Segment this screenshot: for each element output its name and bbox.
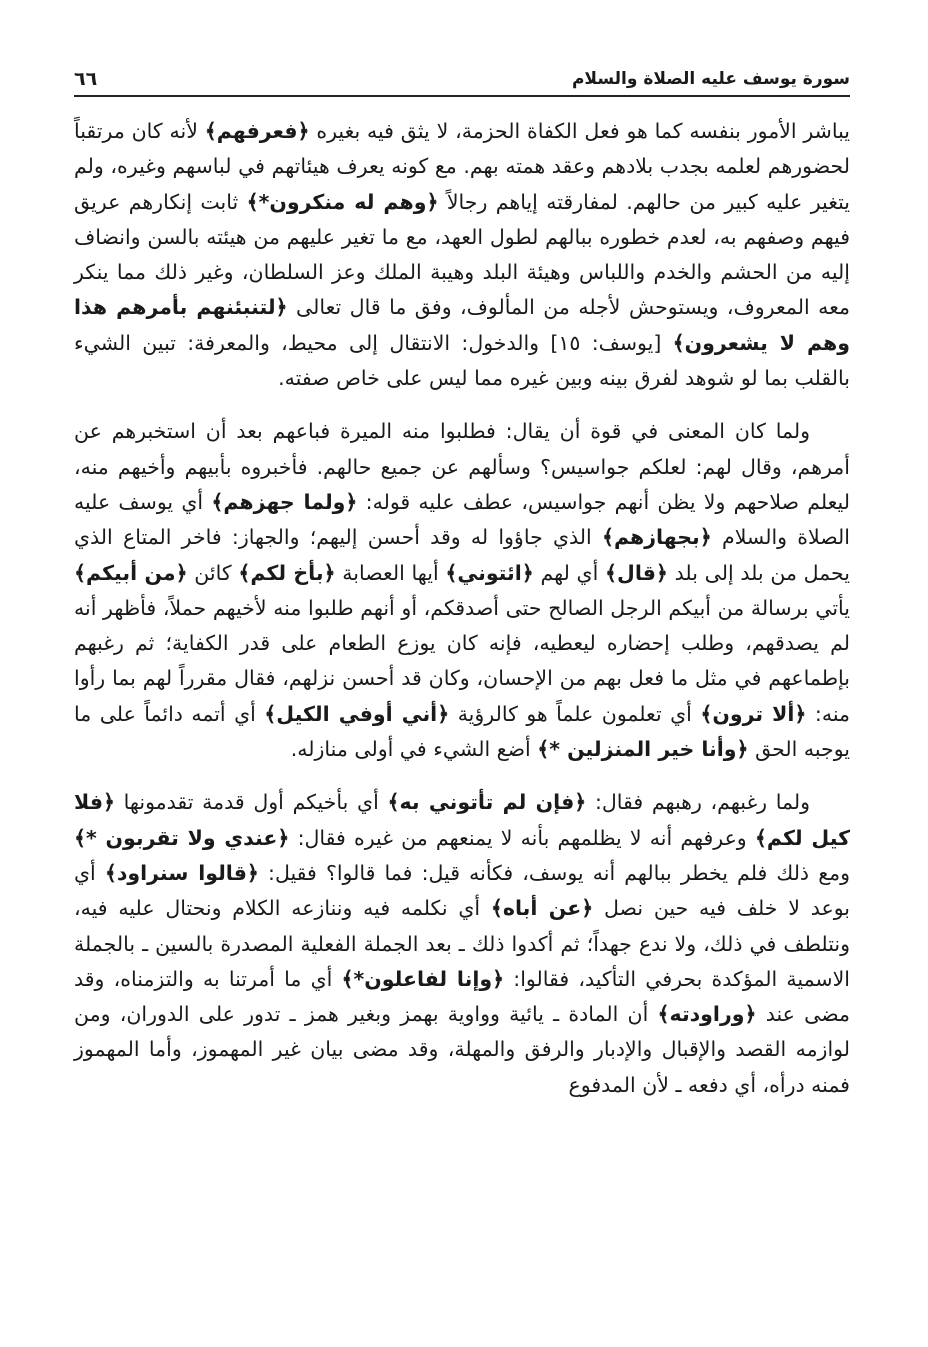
commentary-text: أي بوعد لا خلف فيه حين نصل bbox=[74, 860, 851, 921]
page-number: ٦٦ bbox=[74, 68, 98, 90]
commentary-text: ولما رغبهم، رهبهم فقال: bbox=[586, 790, 810, 815]
quran-verse: ﴿بجهازهم﴾ bbox=[601, 525, 712, 550]
paragraph-3 bbox=[74, 785, 850, 1103]
quran-verse: ﴿أني أوفي الكيل﴾ bbox=[264, 701, 450, 726]
commentary-text: أيها العصابة bbox=[335, 560, 446, 585]
commentary-text: أضع الشيء في أولى منازله. bbox=[290, 737, 538, 762]
quran-verse: ﴿ائتوني﴾ bbox=[445, 560, 534, 585]
quran-verse: ﴿فعرفهم﴾ bbox=[204, 119, 310, 143]
quran-verse: ﴿فلا كيل لكم﴾ bbox=[74, 790, 850, 850]
paragraph-2 bbox=[74, 414, 850, 767]
body-text bbox=[74, 114, 850, 1103]
commentary-text: أي أتمه دائماً على ما يوجبه الحق bbox=[74, 701, 850, 762]
commentary-text: وعرفهم أنه لا يظلمهم بأنه لا يمنعهم من غيره فقال: bbox=[289, 825, 755, 850]
quran-citation: ﴿وراودته﴾ bbox=[657, 1002, 757, 1027]
commentary-text: أن المادة ـ يائية وواوية بهمز وبغير همز ـ تدور على الدوران، ومن لوازمه القصد والإقبال والإدبار والرفق والمهلة، وقد مضى بيان غير المهموز، وأما المهموز فمنه درأه، أي دفعه ـ لأن المدفوع bbox=[74, 1002, 850, 1097]
commentary-text: لأنه كان مرتقباً لحضورهم لعلمه بجدب بلادهم وعقد همته بهم. مع كونه يعرف هيئاتهم في لباسهم وغيره، ولم يتغير عليه كبير من حالهم. لمفارقته إياهم رجالاً bbox=[74, 119, 850, 214]
quran-verse: ﴿وأنا خير المنزلين *﴾ bbox=[537, 737, 749, 762]
page-header bbox=[74, 58, 850, 92]
quran-verse: ﴿عن أباه﴾ bbox=[490, 896, 594, 921]
commentary-text: الذي جاؤوا له وقد أحسن إليهم؛ والجهاز: فاخر المتاع الذي يحمل من بلد إلى بلد bbox=[74, 525, 850, 585]
quran-verse: ﴿قال﴾ bbox=[605, 560, 668, 585]
commentary-text: أي نكلمه فيه وننازعه الكلام ونحتال عليه فيه، ونتلطف في ذلك، ولا ندع جهداً؛ ثم أكدوا ذلك ـ بعد الجملة الفعلية المصدرة بالسين ـ بالجملة الاسمية المؤكدة بحرفي التأكيد، فقالوا: bbox=[74, 896, 850, 991]
header-divider bbox=[74, 95, 850, 97]
commentary-text: أي ما أمرتنا به والتزمناه، وقد مضى عند bbox=[74, 966, 850, 1027]
commentary-text: ومع ذلك فلم يخطر ببالهم أنه يوسف، فكأنه قيل: فما قالوا؟ فقيل: bbox=[258, 860, 850, 885]
quran-verse: ﴿ألا ترون﴾ bbox=[700, 701, 807, 726]
quran-verse: ﴿ولما جهزهم﴾ bbox=[211, 489, 358, 514]
commentary-text: أي بأخيكم أول قدمة تقدمونها bbox=[115, 790, 388, 815]
quran-citation: ﴿لتنبئنهم بأمرهم هذا وهم لا يشعرون﴾ bbox=[74, 295, 850, 355]
commentary-text: ثابت إنكارهم عريق فيهم وصفهم به، لعدم خطوره ببالهم لطول العهد، مع ما تغير عليهم من هيئته بالسن وانضاف إليه من الحشم والخدم واللباس وهيئة البلد وهيبة الملك وعز السلطان، وغير ذلك مما ينكر معه المعروف، ويستوحش لأجله من المألوف، وفق ما قال تعالى bbox=[74, 189, 850, 320]
commentary-text: أي يوسف عليه الصلاة والسلام bbox=[74, 489, 850, 550]
running-title: سورة يوسف عليه الصلاة والسلام bbox=[571, 69, 850, 89]
quran-verse: ﴿من أبيكم﴾ bbox=[74, 560, 188, 585]
commentary-text: كائن bbox=[187, 560, 239, 585]
paragraph-1 bbox=[74, 114, 850, 396]
quran-verse: ﴿وإنا لفاعلون*﴾ bbox=[341, 966, 505, 991]
quran-verse: ﴿قالوا سنراود﴾ bbox=[104, 860, 259, 885]
commentary-text: ولما كان المعنى في قوة أن يقال: فطلبوا منه الميرة فباعهم بعد أن استخبرهم عن أمرهم، وقال لهم: لعلكم جواسيس؟ وسألهم عن جميع حالهم. فأخبروه بأبيهم وأخيهم منه، ليعلم صلاحهم ولا يظن أنهم جواسيس، عطف عليه قوله: bbox=[74, 419, 850, 514]
quran-verse: ﴿بأخ لكم﴾ bbox=[238, 560, 336, 585]
quran-verse: ﴿فإن لم تأتوني به﴾ bbox=[387, 790, 587, 815]
commentary-text: أي لهم bbox=[533, 560, 606, 585]
commentary-text: أي تعلمون علماً هو كالرؤية bbox=[449, 701, 701, 726]
commentary-text: يأتي برسالة من أبيكم الرجل الصالح حتى أصدقكم، أو أنهم طلبوا منه لأخيهم حملاً، فأظهر أنه لم يصدقهم، وطلب إحضاره ليعطيه، فإنه كان يوزع الطعام على قدر الكفاية؛ ثم رغبهم بإطماعهم في مثل ما فعل بهم من الإحسان، وكان قد أحسن نزلهم، فقال مقرراً لهم بما رأوا منه: bbox=[74, 595, 850, 726]
commentary-text: يباشر الأمور بنفسه كما هو فعل الكفاة الحزمة، لا يثق فيه بغيره bbox=[309, 119, 851, 143]
commentary-text: [يوسف: ١٥] والدخول: الانتقال إلى محيط، والمعرفة: تبين الشيء بالقلب بما لو شوهد لفرق بينه وبين غيره مما ليس على خاص صفته. bbox=[74, 330, 850, 391]
quran-verse: ﴿وهم له منكرون*﴾ bbox=[246, 189, 439, 214]
quran-verse: ﴿عندي ولا تقربون *﴾ bbox=[74, 825, 290, 850]
